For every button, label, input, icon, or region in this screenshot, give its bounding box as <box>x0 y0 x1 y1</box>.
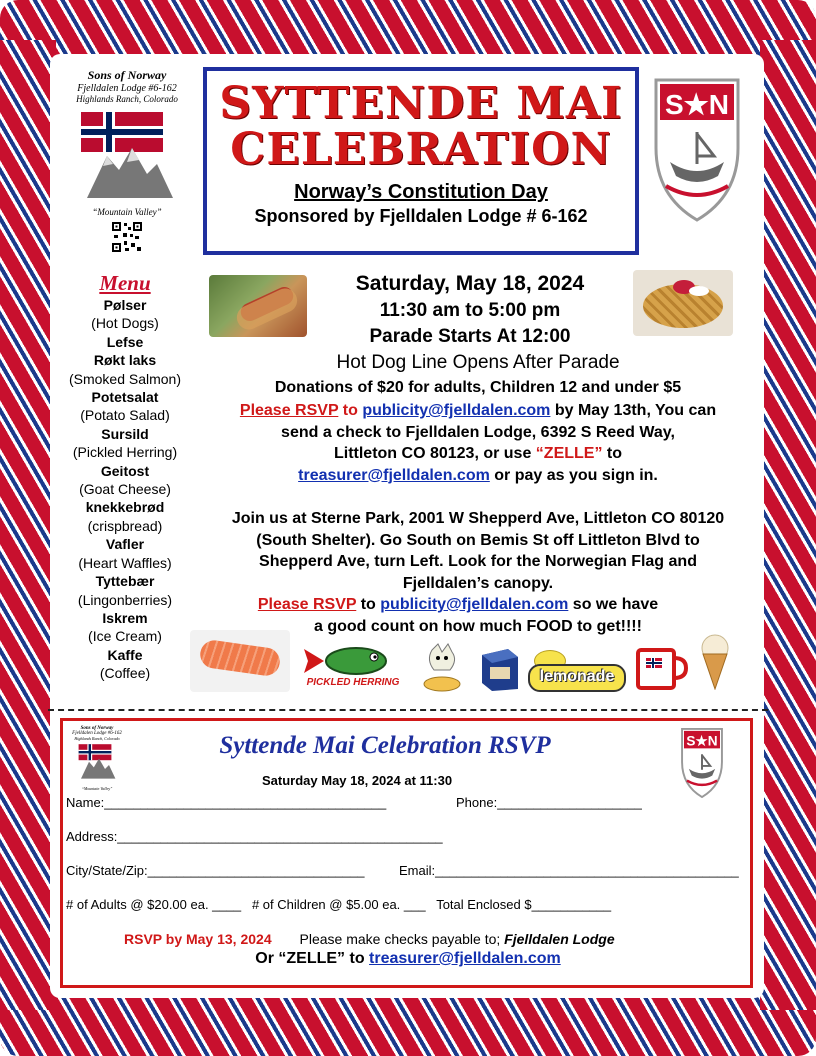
form-title: Syttende Mai Celebration RSVP <box>219 732 551 759</box>
crispbread-box-icon <box>478 645 522 693</box>
menu-item-desc: (Lingonberries) <box>77 591 173 608</box>
ribbon-border-right <box>760 40 816 1010</box>
menu-item-name: Kaffe <box>107 646 143 663</box>
directions-line5-rest: so we have <box>568 596 659 613</box>
lemonade-label: lemonade <box>528 664 626 692</box>
form-lodge-motto: “Mountain Valley” <box>81 786 113 791</box>
zelle-highlight: “ZELLE” <box>535 445 603 462</box>
directions-line6: a good count on how much FOOD to get!!!! <box>314 617 642 635</box>
menu-item-desc: (Hot Dogs) <box>91 315 159 332</box>
rsvp-line4-rest: or pay as you sign in. <box>489 466 658 484</box>
directions-to: to <box>356 596 381 613</box>
ribbon-border-bottom <box>0 994 816 1056</box>
rsvp-line3 <box>190 443 766 465</box>
menu-item-name: knekkebrød <box>85 499 165 516</box>
phone-field[interactable]: Phone:____________________ <box>456 795 642 810</box>
menu-heading: Menu <box>99 271 151 295</box>
menu-item-desc: (Heart Waffles) <box>78 554 172 571</box>
email-field[interactable]: Email:__________________________________________ <box>399 863 739 878</box>
menu-item-desc: (Ice Cream) <box>88 628 162 645</box>
form-lodge-name: Sons of Norway <box>80 726 114 731</box>
menu-item-name: Røkt laks <box>93 352 157 369</box>
logo-letters: S★N <box>665 89 729 120</box>
menu-item-desc: (Pickled Herring) <box>72 444 178 461</box>
menu-item-name: Pølser <box>103 297 147 313</box>
event-date: Saturday, May 18, 2024 <box>355 272 585 295</box>
pickled-herring-image <box>296 643 410 693</box>
directions-line2: (South Shelter). Go South on Bemis St off Littleton Blvd to <box>256 531 700 549</box>
lodge-motto: “Mountain Valley” <box>92 207 162 217</box>
rsvp-line2: send a check to Fjelldalen Lodge, 6392 S Reed Way, <box>281 423 675 441</box>
directions-line3: Shepperd Ave, turn Left. Look for the Norwegian Flag and <box>259 553 697 570</box>
waffle-photo <box>633 270 733 336</box>
ribbon-border-left <box>0 40 56 1010</box>
qr-code-icon[interactable] <box>111 221 143 253</box>
form-logo-letters: S★N <box>686 733 718 749</box>
donations-text: Donations of $20 for adults, Children 12 and under $5 <box>274 379 682 396</box>
city-state-zip-field[interactable]: City/State/Zip:______________________________ <box>66 863 365 878</box>
directions-line5 <box>150 594 766 616</box>
menu-item-desc: (crispbread) <box>87 517 163 534</box>
title-line1: SYTTENDE MAI <box>219 78 623 129</box>
menu-item-name: Lefse <box>106 333 144 350</box>
form-shield-logo <box>678 727 726 799</box>
hotdog-line-note: Hot Dog Line Opens After Parade <box>336 352 620 373</box>
menu-item-name: Potetsalat <box>91 389 159 406</box>
coffee-mug-icon <box>632 644 688 692</box>
lodge-crest <box>62 68 192 258</box>
menu-item-desc: (Coffee) <box>99 665 151 682</box>
treasurer-email-link[interactable]: treasurer@fjelldalen.com <box>298 466 490 484</box>
hotdog-photo <box>209 275 307 337</box>
sponsor-line: Sponsored by Fjelldalen Lodge # 6-162 <box>254 206 588 226</box>
norway-flag-mountain-icon <box>77 108 177 200</box>
salmon-image <box>190 630 290 692</box>
menu-item-name: Sursild <box>101 425 149 442</box>
name-field[interactable]: Name:_______________________________________ <box>66 795 387 810</box>
rsvp-line3-to: to <box>602 445 623 462</box>
menu-item-desc: (Smoked Salmon) <box>68 370 182 387</box>
ribbon-border-top <box>0 0 816 60</box>
menu-item-desc: (Potato Salad) <box>80 407 170 424</box>
title-line2: CELEBRATION <box>230 124 612 175</box>
rsvp-highlight: Please RSVP <box>239 402 339 419</box>
directions-publicity-email-link[interactable]: publicity@fjelldalen.com <box>380 596 569 613</box>
cut-line <box>48 709 768 711</box>
checks-payable-text: Please make checks payable to; <box>299 931 501 947</box>
rsvp-to: to <box>338 402 363 419</box>
event-info <box>300 270 640 350</box>
form-lodge-crest <box>72 726 122 791</box>
address-field[interactable]: Address:_____________________________________________ <box>66 829 443 844</box>
lemonade-image <box>528 650 622 690</box>
rsvp-line3-text: Littleton CO 80123, or use <box>333 445 536 462</box>
sons-of-norway-shield-logo <box>652 76 742 224</box>
attendee-count-fields[interactable]: # of Adults @ $20.00 ea. ____ # of Children @ $5.00 ea. ___ Total Enclosed $___________ <box>66 897 612 912</box>
form-lodge-location: Highlands Ranch, Colorado <box>74 736 120 741</box>
directions-line1: Join us at Sterne Park, 2001 W Shepperd Ave, Littleton CO 80120 <box>231 510 725 527</box>
lodge-name: Sons of Norway <box>87 68 167 82</box>
rsvp-line1-rest: by May 13th, You can <box>550 402 717 419</box>
title-box <box>203 67 639 255</box>
form-date: Saturday May 18, 2024 at 11:30 <box>262 773 453 788</box>
form-footer-line1 <box>124 931 615 947</box>
rsvp-line1 <box>190 400 766 422</box>
menu-item-desc: (Goat Cheese) <box>79 481 171 498</box>
lodge-number: Fjelldalen Lodge #6-162 <box>77 83 177 94</box>
menu <box>56 270 194 683</box>
parade-time: Parade Starts At 12:00 <box>369 326 571 347</box>
form-norway-flag-mountain-icon <box>77 741 117 781</box>
subtitle: Norway’s Constitution Day <box>294 181 548 203</box>
goat-cheese-icon <box>420 642 464 694</box>
herring-label: PICKLED HERRING <box>306 677 400 688</box>
lodge-location: Highlands Ranch, Colorado <box>76 94 178 104</box>
form-footer-line2 <box>150 950 666 968</box>
menu-item-name: Vafler <box>105 536 145 553</box>
rsvp-deadline: RSVP by May 13, 2024 <box>124 931 272 947</box>
form-lodge-number: Fjelldalen Lodge #6-162 <box>72 731 122 736</box>
directions-line4: Fjelldalen’s canopy. <box>402 574 554 592</box>
menu-item-name: Tyttebær <box>95 573 155 590</box>
form-treasurer-email-link[interactable]: treasurer@fjelldalen.com <box>369 950 561 967</box>
directions-paragraph <box>190 508 766 637</box>
rsvp-line4 <box>190 465 766 487</box>
menu-item-name: Geitost <box>100 462 150 479</box>
directions-rsvp-highlight: Please RSVP <box>257 596 357 613</box>
menu-item-name: Iskrem <box>102 609 148 626</box>
zelle-text: Or “ZELLE” to <box>255 950 370 967</box>
rsvp-paragraph <box>190 400 766 486</box>
ice-cream-cone-icon <box>698 634 732 690</box>
payee-name: Fjelldalen Lodge <box>504 931 615 947</box>
publicity-email-link[interactable]: publicity@fjelldalen.com <box>362 402 551 419</box>
event-time: 11:30 am to 5:00 pm <box>379 300 561 321</box>
